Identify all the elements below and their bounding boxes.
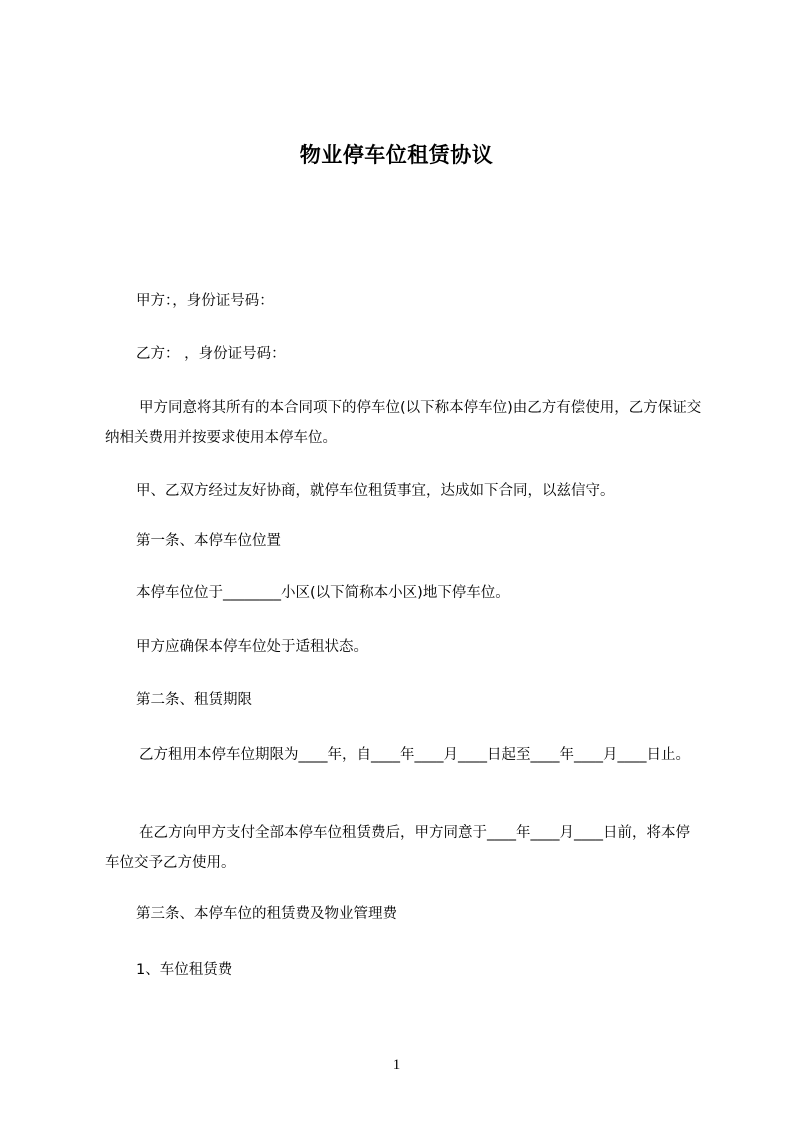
document-title: 物业停车位租赁协议	[299, 143, 494, 167]
agreement-intro-paragraph: 甲方同意将其所有的本合同项下的停车位(以下称本停车位)由乙方有偿使用，乙方保证交纳相关费用并按要求使用本停车位。	[105, 400, 702, 446]
party-a-line: 甲方：，身份证号码：	[136, 293, 274, 309]
rental-fee-subheading: 1、车位租赁费	[136, 962, 233, 978]
parking-location-paragraph: 本停车位位于________小区(以下简称本小区)地下停车位。	[136, 585, 510, 601]
rentable-condition-paragraph: 甲方应确保本停车位处于适租状态。	[136, 639, 368, 655]
lease-term-paragraph: 乙方租用本停车位期限为____年，自____年____月____日起至____年____月____日止。	[139, 747, 690, 763]
consultation-paragraph: 甲、乙双方经过友好协商，就停车位租赁事宜，达成如下合同，以兹信守。	[136, 483, 615, 499]
article-one-heading: 第一条、本停车位位置	[136, 533, 281, 549]
article-three-heading: 第三条、本停车位的租赁费及物业管理费	[136, 906, 397, 922]
party-b-line: 乙方： ，身份证号码：	[136, 346, 286, 362]
article-two-heading: 第二条、租赁期限	[136, 692, 252, 708]
handover-date-paragraph: 在乙方向甲方支付全部本停车位租赁费后，甲方同意于____年____月____日前，将本停车位交予乙方使用。	[105, 825, 690, 871]
page-number: 1	[392, 1057, 401, 1073]
